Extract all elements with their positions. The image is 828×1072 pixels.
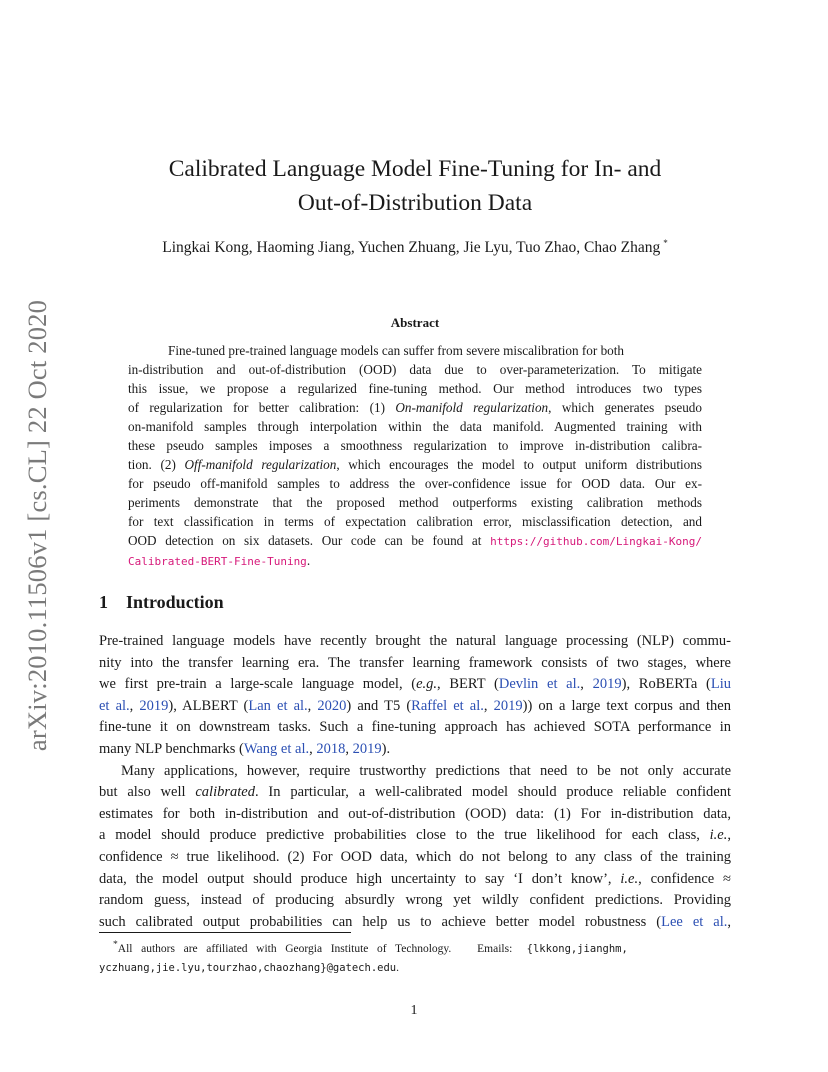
body-text: , bbox=[307, 697, 318, 714]
body-line bbox=[99, 825, 731, 847]
body-text: ). bbox=[381, 740, 391, 757]
body-text: )) on a large text corpus and then bbox=[522, 697, 731, 714]
body-line: confidence ≈ true likelihood. (2) For OOD data, which do not belong to any class of the training bbox=[99, 848, 731, 865]
citation-link[interactable]: 2019 bbox=[352, 740, 382, 757]
footnote-email: yczhuang,jie.lyu,tourzhao,chaozhang}@gatech.edu bbox=[99, 961, 397, 974]
body-text: data, the model output should produce high uncertainty to say ‘I don’t know’, bbox=[99, 870, 621, 887]
body-text: but also well bbox=[99, 784, 196, 801]
footnote-text: . bbox=[396, 961, 399, 974]
abstract-line: periments demonstrate that the proposed method outperforms existing calibration methods bbox=[128, 495, 702, 510]
body-line bbox=[99, 674, 731, 696]
body-text: , confidence ≈ bbox=[638, 870, 731, 887]
body-text: , bbox=[727, 827, 731, 844]
footnote-line bbox=[99, 959, 731, 978]
body-text: many NLP benchmarks ( bbox=[99, 740, 244, 757]
abstract-line: for text classification in terms of expectation calibration error, misclassification detection, and bbox=[128, 514, 702, 529]
author-list bbox=[100, 238, 730, 257]
code-repository-link[interactable]: https://github.com/Lingkai-Kong/ bbox=[490, 535, 702, 548]
abstract-line: for pseudo off-manifold samples to address the over-confidence issue for OOD data. Our ex- bbox=[128, 476, 702, 491]
body-text: , bbox=[309, 740, 317, 757]
citation-link[interactable]: 2018 bbox=[316, 740, 346, 757]
citation-link[interactable]: Lee et al. bbox=[661, 913, 728, 930]
arxiv-identifier-text: arXiv:2010.11506v1 [cs.CL] 22 Oct 2020 bbox=[22, 299, 53, 751]
body-line: Pre-trained language models have recently brought the natural language processing (NLP) commu- bbox=[99, 633, 731, 649]
citation-link[interactable]: Raffel et al. bbox=[411, 697, 484, 714]
citation-link[interactable]: Liu bbox=[710, 676, 731, 693]
page-number: 1 bbox=[410, 1003, 418, 1018]
body-text: ), RoBERTa ( bbox=[621, 676, 711, 693]
abstract-text: tion. (2) bbox=[128, 457, 185, 472]
citation-link[interactable]: 2019 bbox=[493, 697, 523, 714]
section-title: Introduction bbox=[126, 592, 224, 612]
section-number: 1 bbox=[99, 592, 108, 612]
body-line: estimates for both in-distribution and out-of-distribution (OOD) data: (1) For in-distribution data, bbox=[99, 805, 731, 822]
citation-link[interactable]: Devlin et al. bbox=[498, 676, 581, 693]
abstract-line bbox=[128, 531, 702, 551]
body-text: ) and T5 ( bbox=[346, 697, 412, 714]
arxiv-identifier bbox=[18, 290, 58, 760]
body-text: , bbox=[129, 697, 140, 714]
body-text: ), ALBERT ( bbox=[168, 697, 249, 714]
footnote-mark: * bbox=[113, 939, 118, 950]
abstract-line: on-manifold samples through interpolation within the data manifold. Augmented training with bbox=[128, 419, 702, 434]
body-line: nity into the transfer learning era. The transfer learning framework consists of two stages, where bbox=[99, 654, 731, 671]
body-text: such calibrated output probabilities can help us to achieve better model robustness ( bbox=[99, 913, 662, 930]
citation-link[interactable]: et al. bbox=[99, 697, 130, 714]
abstract-text: . bbox=[306, 553, 311, 568]
body-emphasis: calibrated bbox=[195, 784, 255, 801]
abstract-line bbox=[128, 455, 702, 474]
abstract-emphasis: On-manifold regularization bbox=[395, 400, 549, 415]
body-emphasis: i.e. bbox=[620, 870, 639, 887]
body-text: . In particular, a well-calibrated model should produce reliable confident bbox=[254, 784, 731, 801]
citation-link[interactable]: 2019 bbox=[592, 676, 622, 693]
body-line bbox=[99, 869, 731, 891]
introduction-body bbox=[99, 631, 731, 933]
abstract-text: , which encourages the model to output uniform distributions bbox=[336, 457, 702, 472]
section-heading bbox=[99, 592, 224, 613]
code-repository-link[interactable]: Calibrated-BERT-Fine-Tuning bbox=[128, 555, 307, 568]
paper-title bbox=[100, 152, 730, 220]
citation-link[interactable]: 2019 bbox=[139, 697, 169, 714]
abstract-text: , which generates pseudo bbox=[548, 400, 702, 415]
abstract-line bbox=[128, 398, 702, 417]
abstract-text: of regularization for better calibration: (1) bbox=[128, 400, 396, 415]
body-text: , bbox=[345, 740, 353, 757]
paper-title-line-2: Out-of-Distribution Data bbox=[297, 190, 533, 216]
body-line bbox=[99, 696, 731, 718]
citation-link[interactable]: Lan et al. bbox=[248, 697, 308, 714]
footnote-line bbox=[99, 935, 731, 959]
abstract-line: this issue, we propose a regularized fine-tuning method. Our method introduces two types bbox=[128, 381, 702, 396]
abstract-line bbox=[128, 551, 702, 571]
body-text: we first pre-train a large-scale language model, ( bbox=[99, 676, 417, 693]
abstract-line: in-distribution and out-of-distribution (OOD) data due to over-parameterization. To mitigate bbox=[128, 362, 702, 377]
author-names: Lingkai Kong, Haoming Jiang, Yuchen Zhuang, Jie Lyu, Tuo Zhao, Chao Zhang bbox=[162, 239, 661, 257]
abstract-body bbox=[128, 341, 702, 571]
abstract-text: OOD detection on six datasets. Our code can be found at bbox=[128, 533, 491, 548]
body-line bbox=[99, 912, 731, 934]
abstract-line: these pseudo samples imposes a smoothness regularization to improve in-distribution calibra- bbox=[128, 438, 702, 453]
body-text: , bbox=[580, 676, 593, 693]
body-line bbox=[99, 782, 731, 804]
body-text: , bbox=[483, 697, 494, 714]
abstract-line: Fine-tuned pre-trained language models can suffer from severe miscalibration for both bbox=[168, 343, 625, 358]
body-line: Many applications, however, require trustworthy predictions that need to be not only accurate bbox=[121, 762, 731, 779]
footnote-email: {lkkong,jianghm, bbox=[526, 942, 628, 955]
body-line bbox=[99, 739, 731, 761]
body-text: a model should produce predictive probabilities close to the true likelihood for each class, bbox=[99, 827, 710, 844]
citation-link[interactable]: Wang et al. bbox=[243, 740, 310, 757]
footnote-text: All authors are affiliated with Georgia Institute of Technology. Emails: bbox=[117, 942, 527, 955]
abstract-heading: Abstract bbox=[390, 315, 440, 330]
body-line: fine-tune it on downstream tasks. Such a fine-tuning approach has achieved SOTA performance in bbox=[99, 719, 731, 736]
author-footnote-mark: * bbox=[663, 238, 668, 248]
body-emphasis: i.e. bbox=[709, 827, 728, 844]
citation-link[interactable]: 2020 bbox=[317, 697, 347, 714]
footnote bbox=[99, 935, 731, 978]
footnote-rule bbox=[99, 932, 351, 933]
paper-title-line-1: Calibrated Language Model Fine-Tuning for In- and bbox=[168, 156, 662, 182]
body-line: random guess, instead of producing absurdly wrong yet wildly confident predictions. Providing bbox=[99, 892, 731, 909]
abstract-emphasis: Off-manifold regularization bbox=[184, 457, 337, 472]
body-emphasis: e.g. bbox=[416, 676, 438, 693]
body-text: , BERT ( bbox=[437, 676, 499, 693]
body-text: , bbox=[727, 913, 731, 930]
